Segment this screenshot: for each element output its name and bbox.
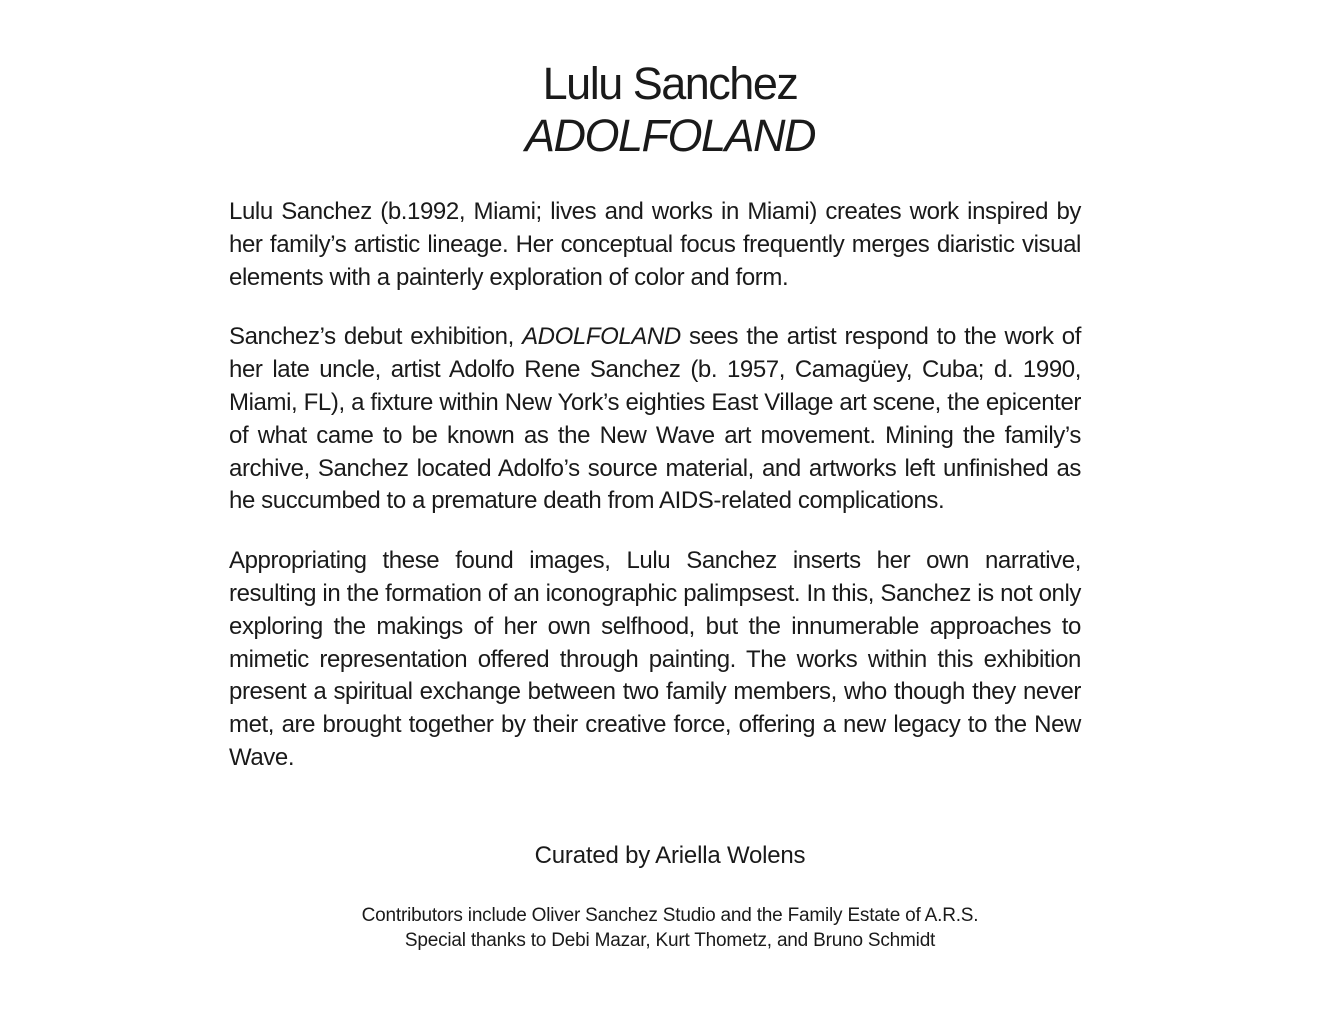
title-block	[0, 58, 1340, 162]
thanks-line: Special thanks to Debi Mazar, Kurt Thometz, and Bruno Schmidt	[404, 930, 936, 951]
exhibition-title-inline: ADOLFOLAND	[522, 323, 681, 351]
artist-name: Lulu Sanchez	[542, 58, 798, 109]
contributors-line: Contributors include Oliver Sanchez Studio and the Family Estate of A.R.S.	[361, 905, 979, 926]
exhibition-title: ADOLFOLAND	[524, 110, 816, 161]
credits-block	[0, 903, 1340, 953]
artist-bio-paragraph: Lulu Sanchez (b.1992, Miami; lives and works in Miami) creates work inspired by her family’s artistic lineage. Her conceptual focus frequently merges diaristic visual elements with a painterly exploration of color and form.	[229, 198, 1081, 291]
concept-paragraph: Appropriating these found images, Lulu Sanchez inserts her own narrative, resulting in the formation of an iconographic palimpsest. In this, Sanchez is not only exploring the makings of her own selfhood, but the innumerable approaches to mimetic representation offered through painting. The works within this exhibition present a spiritual exchange between two family members, who though they never met, are brought together by their creative force, offering a new legacy to the New Wave.	[229, 547, 1081, 771]
body-text	[229, 196, 1081, 802]
paragraph-text: Sanchez’s debut exhibition,	[229, 323, 523, 351]
exhibition-description-paragraph	[229, 321, 1081, 518]
paragraph-text: sees the artist respond to the work of her late uncle, artist Adolfo Rene Sanchez (b. 1957, Camagüey, Cuba; d. 1990, Miami, FL), a fixture within New York’s eighties East Village art scene, the epicenter of what came to be known as the New Wave art movement. Mining the family’s archive, Sanchez located Adolfo’s source material, and artworks left unfinished as he succumbed to a premature death from AIDS-related complications.	[229, 323, 1081, 515]
curator-credit: Curated by Ariella Wolens	[534, 842, 806, 869]
